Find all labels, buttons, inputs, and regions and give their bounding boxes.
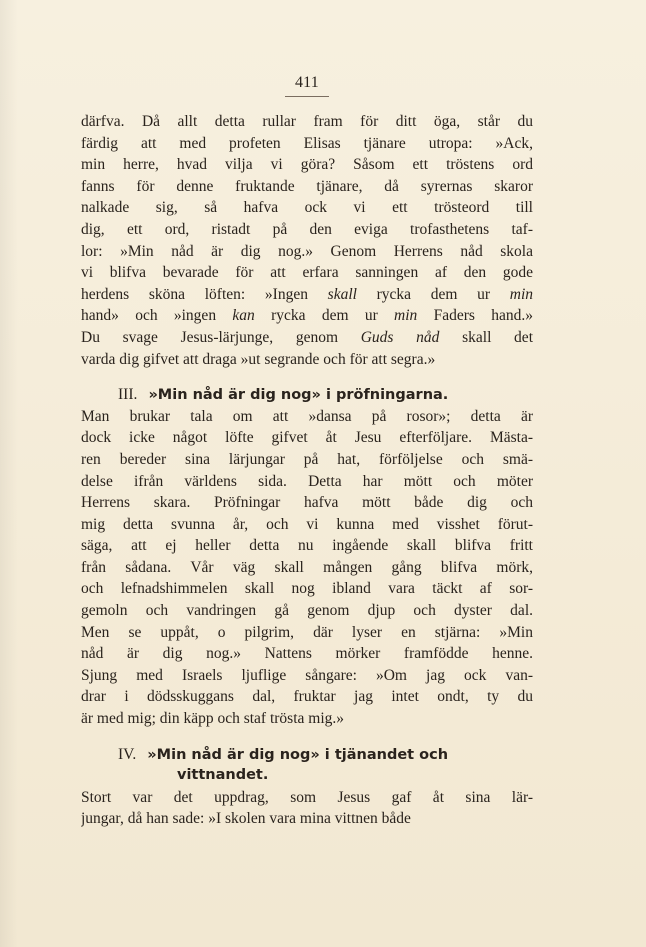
section-heading-4: [118, 744, 533, 766]
section-title-continued: vittnandet.: [177, 767, 269, 784]
section-heading-3: [118, 384, 533, 406]
text-segment: herdens sköna löften: »Ingen: [81, 285, 328, 303]
section-number: III.: [118, 386, 138, 404]
text-line: ren bereder sina lärjungar på hat, förföljelse och smä-: [81, 450, 533, 468]
page-body: [81, 111, 533, 830]
text-segment: Faders hand.»: [417, 307, 533, 325]
emphasized-text: kan: [232, 307, 255, 325]
text-line: [81, 327, 533, 349]
page-number: 411: [294, 74, 319, 91]
text-segment: lor: »Min nåd är dig nog.» Genom Herrens nåd skola: [81, 242, 533, 260]
section-title: »Min nåd är dig nog» i tjänandet och: [147, 746, 449, 763]
text-line: [81, 349, 533, 371]
text-line: dock icke något löfte gifvet åt Jesu efterföljare. Mästa-: [81, 429, 533, 447]
text-segment: min herre, hvad vilja vi göra? Såsom ett tröstens ord: [81, 156, 533, 174]
text-segment: rycka dem ur: [254, 307, 395, 325]
text-line: gemoln och vandringen gå genom djup och dyster dal.: [81, 602, 533, 620]
section-title: »Min nåd är dig nog» i pröfningarna.: [148, 387, 449, 404]
text-line: är med mig; din käpp och staf trösta mig.»: [81, 710, 345, 728]
text-line: [81, 284, 533, 306]
text-segment: vi blifva bevarade för att erfara sanningen af den gode: [81, 264, 533, 282]
text-line: och lefnadshimmelen skall nog ibland vara täckt af sor-: [81, 580, 533, 598]
text-line: Men se uppåt, o pilgrim, där lyser en stjärna: »Min: [81, 623, 533, 641]
text-line: [81, 241, 533, 263]
emphasized-text: min: [394, 307, 418, 325]
emphasized-text: skall: [327, 285, 357, 303]
text-line: delse ifrån världens sida. Detta har mött och möter: [81, 472, 533, 490]
text-line: säga, att ej heller detta nu ingående skall blifva fritt: [81, 537, 533, 555]
emphasized-text: min: [509, 285, 533, 303]
paragraph-2: [81, 406, 533, 730]
text-segment: nalkade sig, så hafva ock vi ett trösteord till: [81, 199, 533, 217]
text-line: [81, 154, 533, 176]
text-segment: rycka dem ur: [356, 285, 510, 303]
text-segment: dig, ett ord, ristadt på den eviga trofasthetens taf-: [81, 220, 533, 238]
text-line: drar i dödsskuggans dal, fruktar jag intet ondt, ty du: [81, 688, 533, 706]
emphasized-text: Guds nåd: [360, 328, 440, 346]
text-line: jungar, då han sade: »I skolen vara mina vittnen både: [81, 810, 411, 828]
text-line: [81, 133, 533, 155]
paragraph-1: [81, 111, 533, 370]
text-line: Man brukar tala om att »dansa på rosor»; detta är: [81, 407, 533, 425]
text-segment: därfva. Då allt detta rullar fram för ditt öga, står du: [81, 113, 533, 130]
text-line: [81, 262, 533, 284]
text-line: nåd är dig nog.» Nattens mörker framfödde henne.: [81, 645, 533, 663]
text-segment: varda dig gifvet att draga »ut segrande och för att segra.»: [81, 350, 436, 368]
text-line: Stort var det uppdrag, som Jesus gaf åt sina lär-: [81, 788, 533, 806]
section-number: IV.: [118, 745, 137, 763]
text-line: [81, 219, 533, 241]
text-segment: färdig att med profeten Elisas tjänare utropa: »Ack,: [81, 134, 533, 152]
text-line: mig detta svunna år, och vi kunna med visshet förut-: [81, 515, 533, 533]
text-line: [81, 305, 533, 327]
text-line: Sjung med Israels ljuflige sångare: »Om jag ock van-: [81, 666, 533, 684]
text-segment: Du svage Jesus-lärjunge, genom: [81, 328, 361, 346]
text-line: [81, 176, 533, 198]
text-segment: fanns för denne fruktande tjänare, då syrernas skaror: [81, 177, 533, 195]
text-line: från sådana. Vår väg skall mången gång blifva mörk,: [81, 558, 533, 576]
page-number-rule: [285, 96, 329, 97]
text-segment: hand» och »ingen: [81, 307, 233, 325]
paragraph-3: [81, 787, 533, 830]
text-line: [81, 111, 533, 133]
text-segment: skall det: [439, 328, 533, 346]
text-line: Herrens skara. Pröfningar hafva mött både dig och: [81, 494, 533, 512]
text-line: [81, 197, 533, 219]
